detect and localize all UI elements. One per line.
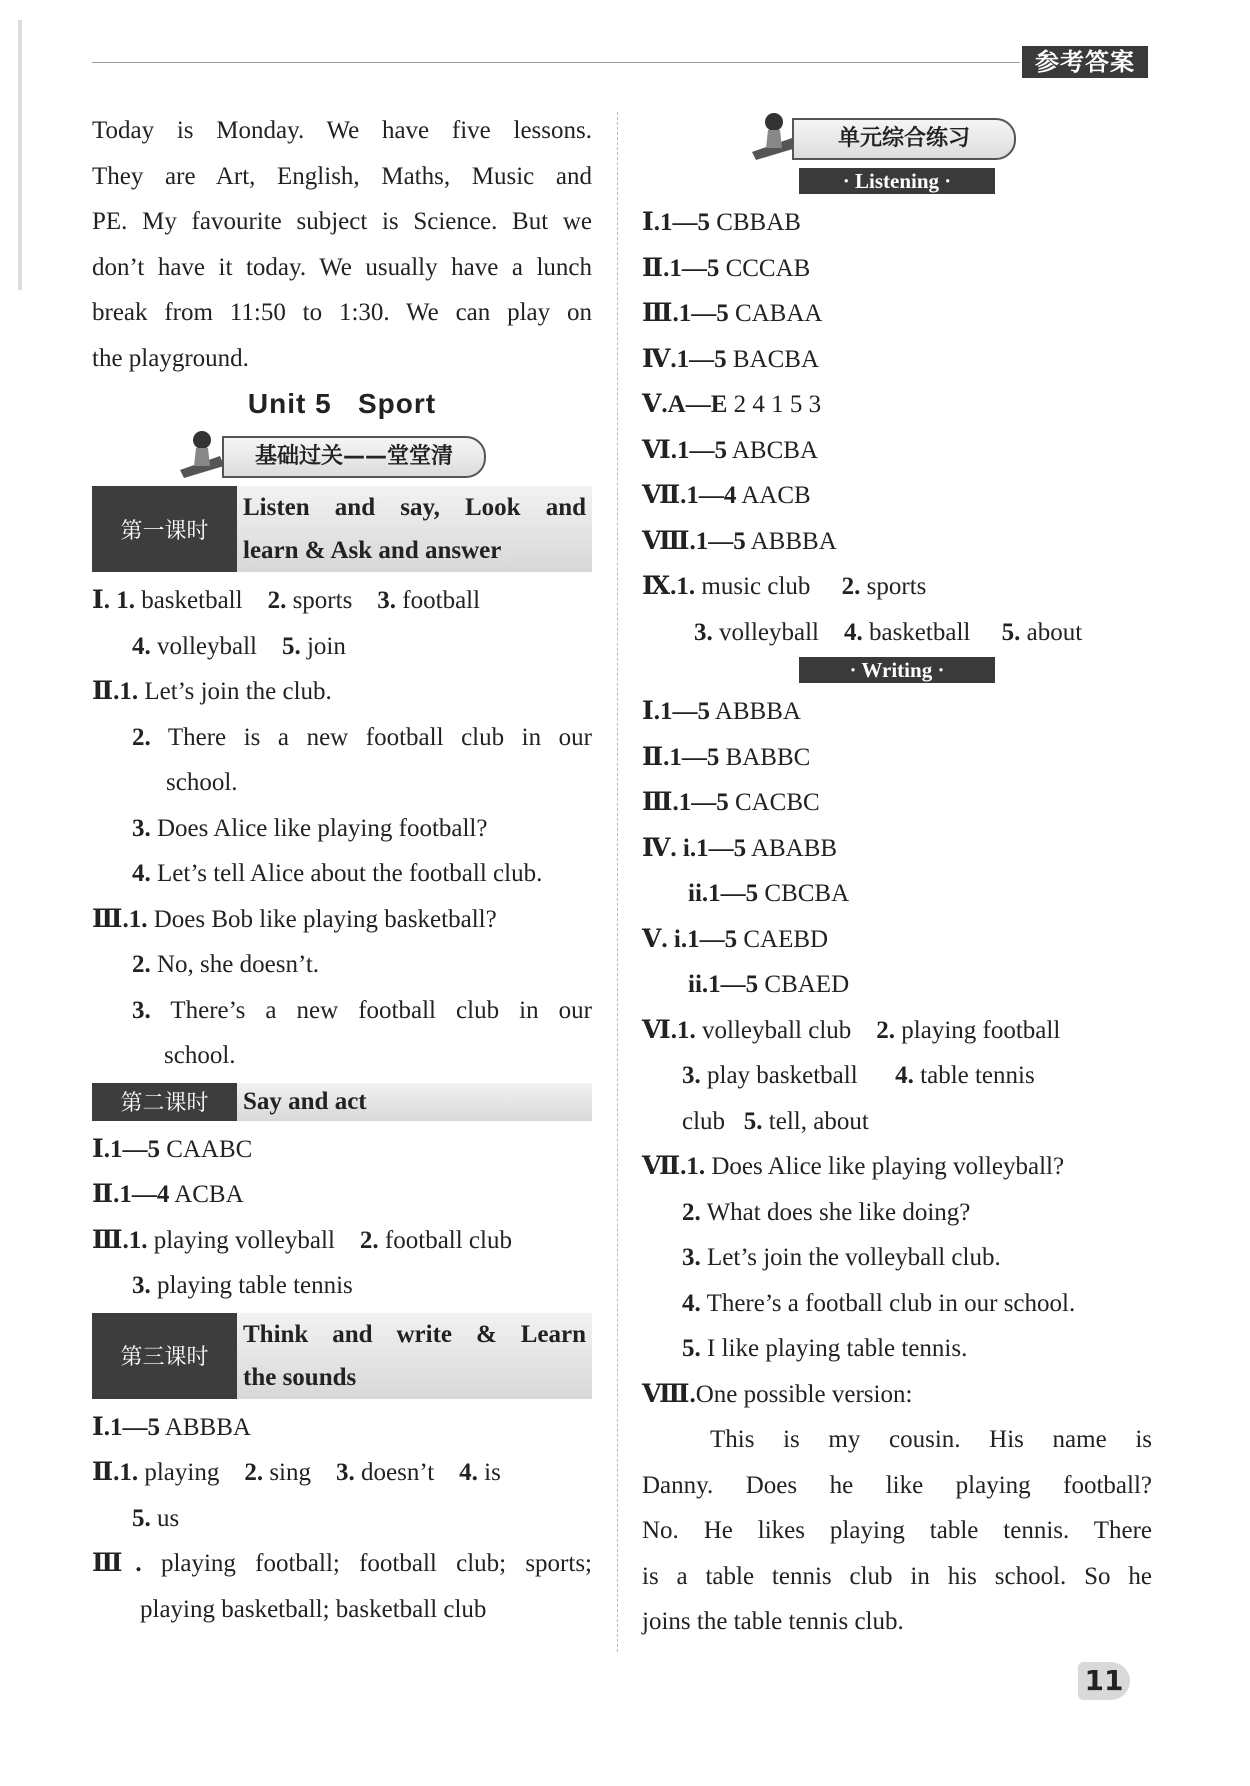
item-number: 2. xyxy=(132,951,151,978)
roman-numeral: Ⅰ. xyxy=(642,209,660,236)
answer-line xyxy=(92,1172,592,1218)
essay-line: This is my cousin. His name is xyxy=(710,1426,1152,1453)
listening-tag: · Listening · xyxy=(799,168,995,194)
answer-text: 2 4 1 5 3 xyxy=(733,391,822,418)
item-number: 1. xyxy=(128,1226,148,1254)
item-number: 1. xyxy=(686,1153,706,1180)
answer-text: ABBBA xyxy=(750,527,837,555)
answer-text: about xyxy=(1026,618,1083,646)
answer-line xyxy=(92,1405,592,1451)
answer-line xyxy=(92,806,592,852)
intro-line: Today is Monday. We have five lessons. xyxy=(92,117,592,144)
item-range: 1—5 xyxy=(696,834,747,862)
roman-numeral: Ⅲ. xyxy=(92,905,129,933)
item-range: 1—5 xyxy=(708,880,759,907)
lesson-number: 第二课时 xyxy=(92,1083,237,1121)
item-number: 1. xyxy=(116,587,135,614)
answer-line xyxy=(642,1144,1152,1190)
answer-line xyxy=(642,337,1152,383)
answer-text: playing football; football club; sports; xyxy=(160,1550,592,1577)
answer-text: Let’s tell Alice about the football club. xyxy=(157,860,543,887)
answer-text: club xyxy=(682,1107,726,1135)
answer-line xyxy=(642,1281,1152,1327)
writing-tag: · Writing · xyxy=(799,657,995,683)
lesson-title-line: Say and act xyxy=(243,1087,367,1115)
right-column xyxy=(642,104,1152,1645)
roman-numeral: Ⅰ. xyxy=(92,1135,110,1163)
essay-line: No. He likes playing table tennis. There xyxy=(642,1517,1152,1544)
item-range: 1—5 xyxy=(659,209,710,236)
answer-line xyxy=(92,988,592,1034)
item-range: 1—5 xyxy=(669,254,720,282)
intro-line: They are Art, English, Maths, Music and xyxy=(92,162,592,190)
unit-title: Unit 5 Sport xyxy=(247,388,437,419)
answer-text: ABBBA xyxy=(164,1413,251,1441)
sub-number: i. xyxy=(682,834,697,862)
answer-text: CBCBA xyxy=(764,880,850,907)
answer-text: There’s a new football club in our xyxy=(170,996,592,1024)
answer-line xyxy=(642,610,1152,656)
item-number: 3. xyxy=(694,618,713,646)
item-number: 1. xyxy=(128,905,148,933)
answer-text: sports xyxy=(292,587,353,614)
answer-text: Let’s join the club. xyxy=(144,678,332,705)
intro-line: PE. My favourite subject is Science. But we xyxy=(92,208,592,235)
item-range: 1—5 xyxy=(659,698,710,725)
roman-numeral: Ⅱ. xyxy=(92,1181,120,1208)
item-number: 4. xyxy=(132,632,151,660)
answer-text: ABCBA xyxy=(731,436,819,464)
answer-line xyxy=(642,780,1152,826)
intro-line: don’t have it today. We usually have a lunch xyxy=(92,253,592,281)
answer-line xyxy=(642,200,1152,246)
item-number: 2. xyxy=(682,1198,701,1226)
lesson-header xyxy=(92,1313,592,1399)
lesson-title-line: Listen and say, Look and xyxy=(243,494,586,521)
roman-numeral: Ⅴ. xyxy=(642,391,668,418)
item-number: 3. xyxy=(132,996,151,1024)
answer-text: ACBA xyxy=(174,1181,244,1208)
item-range: 1—5 xyxy=(695,527,746,555)
answer-text: One possible version: xyxy=(695,1380,913,1408)
roman-numeral: Ⅱ. xyxy=(642,743,670,771)
page-number: 11 xyxy=(1078,1662,1130,1700)
answer-line xyxy=(642,291,1152,337)
left-column xyxy=(92,108,592,1632)
answer-line: playing basketball; basketball club xyxy=(140,1595,487,1623)
answer-line xyxy=(92,1127,592,1173)
answer-text: CAEBD xyxy=(743,925,829,953)
lesson-title-line: Think and write & Learn xyxy=(243,1320,586,1348)
item-number: 3. xyxy=(132,814,151,842)
item-number: 3. xyxy=(682,1062,701,1089)
answer-line xyxy=(642,962,1152,1008)
answer-line xyxy=(92,624,592,670)
answer-text: playing volleyball xyxy=(153,1226,335,1254)
answer-text: playing table tennis xyxy=(157,1272,353,1299)
item-number: 5. xyxy=(132,1504,151,1532)
answer-line xyxy=(642,519,1152,565)
answer-text: play basketball xyxy=(707,1062,858,1089)
roman-numeral: Ⅶ. xyxy=(642,482,687,509)
answer-text: football club xyxy=(384,1226,512,1254)
answer-line xyxy=(92,1218,592,1264)
answer-text: BABBC xyxy=(725,743,811,771)
answer-text: music club xyxy=(701,573,811,600)
binding-edge xyxy=(18,20,22,290)
intro-paragraph xyxy=(92,108,592,381)
item-number: 2. xyxy=(132,723,151,751)
roman-numeral: Ⅸ. xyxy=(642,573,677,600)
answer-line xyxy=(92,715,592,761)
answer-line xyxy=(92,1496,592,1542)
reading-girl-icon xyxy=(160,426,230,482)
item-number: 2. xyxy=(267,587,287,614)
answer-line xyxy=(642,246,1152,292)
answer-text: ABBBA xyxy=(714,698,801,725)
item-number: 1. xyxy=(119,678,139,705)
roman-numeral: Ⅵ. xyxy=(642,436,677,464)
essay-line: joins the table tennis club. xyxy=(642,1608,904,1635)
roman-numeral: Ⅲ. xyxy=(642,300,679,327)
roman-numeral: Ⅳ. xyxy=(642,834,677,862)
answer-line xyxy=(642,1372,1152,1418)
item-number: 4. xyxy=(843,618,863,646)
item-number: 5. xyxy=(682,1335,701,1362)
answer-text: CAABC xyxy=(166,1135,253,1163)
item-range: 1—4 xyxy=(686,482,737,509)
answer-line xyxy=(642,871,1152,917)
answer-line xyxy=(642,428,1152,474)
answer-text: table tennis xyxy=(920,1062,1035,1089)
sub-number: ii. xyxy=(688,971,709,998)
lesson-number: 第三课时 xyxy=(92,1313,237,1399)
header-rule xyxy=(92,62,1020,63)
answer-text: playing football xyxy=(901,1016,1061,1044)
answer-text: sing xyxy=(269,1459,312,1486)
item-number: 3. xyxy=(377,587,397,614)
lesson-title xyxy=(237,1083,592,1121)
item-range: 1—5 xyxy=(676,345,727,373)
answer-text: CCCAB xyxy=(725,254,811,282)
essay-line: Danny. Does he like playing football? xyxy=(642,1471,1152,1499)
header-tag: 参考答案 xyxy=(1022,46,1148,78)
answer-line xyxy=(92,897,592,943)
roman-numeral: Ⅶ. xyxy=(642,1153,687,1180)
answer-text: volleyball xyxy=(157,632,257,660)
item-number: 2. xyxy=(244,1459,264,1486)
intro-line: break from 11:50 to 1:30. We can play on xyxy=(92,299,592,326)
answer-text: tell, about xyxy=(768,1107,869,1135)
writing-answers xyxy=(642,689,1152,826)
section-banner xyxy=(642,104,1152,168)
roman-numeral: Ⅱ. xyxy=(92,678,120,705)
roman-numeral: Ⅷ. xyxy=(642,527,696,555)
answer-line xyxy=(92,578,592,624)
section-banner xyxy=(92,426,592,482)
column-divider xyxy=(617,112,618,1652)
item-number: 5. xyxy=(281,632,301,660)
banner-label: 基础过关——堂堂清 xyxy=(222,436,486,478)
item-number: 1. xyxy=(119,1459,139,1486)
answer-line xyxy=(92,1450,592,1496)
answer-line xyxy=(642,1008,1152,1054)
item-number: 3. xyxy=(132,1272,151,1299)
item-range: 1—5 xyxy=(109,1413,160,1441)
item-number: 2. xyxy=(876,1016,896,1044)
item-number: 3. xyxy=(682,1244,701,1271)
answer-line xyxy=(642,689,1152,735)
item-range: 1—5 xyxy=(677,436,727,464)
answer-line xyxy=(92,1263,592,1309)
lesson-number: 第一课时 xyxy=(92,486,237,572)
item-number: 4. xyxy=(682,1289,701,1317)
answer-text: No, she doesn’t. xyxy=(157,951,320,978)
answer-line xyxy=(92,1541,592,1587)
answer-text: AACB xyxy=(741,482,811,509)
answer-text: basketball xyxy=(141,587,243,614)
item-number: 5. xyxy=(1001,618,1021,646)
item-range: A—E xyxy=(667,391,728,418)
answer-text: CABAA xyxy=(734,300,823,327)
roman-numeral: Ⅳ. xyxy=(642,345,677,373)
answer-text: There is a new football club in our xyxy=(167,723,592,751)
item-number: 4. xyxy=(459,1459,478,1486)
item-range: 1—5 xyxy=(708,971,759,998)
roman-numeral: Ⅲ. xyxy=(92,1550,142,1577)
item-number: 1. xyxy=(677,1016,696,1044)
answer-line xyxy=(92,942,592,988)
essay-line: is a table tennis club in his school. So he xyxy=(642,1562,1152,1590)
lesson-header xyxy=(92,1083,592,1121)
item-number: 1. xyxy=(676,573,696,600)
answer-line xyxy=(642,735,1152,781)
sub-number: i. xyxy=(673,925,688,953)
item-number: 4. xyxy=(895,1062,914,1089)
answer-text: join xyxy=(306,632,346,660)
answer-text: BACBA xyxy=(732,345,820,373)
banner-label: 单元综合练习 xyxy=(792,118,1016,160)
roman-numeral: Ⅱ. xyxy=(92,1459,120,1486)
roman-numeral: Ⅷ. xyxy=(642,1380,696,1408)
answer-line xyxy=(642,473,1152,519)
answer-line xyxy=(642,1099,1152,1145)
answer-text: Does Bob like playing basketball? xyxy=(153,905,497,933)
answer-line xyxy=(642,1326,1152,1372)
item-number: 3. xyxy=(336,1459,355,1486)
answer-line xyxy=(642,564,1152,610)
item-number: 4. xyxy=(132,860,151,887)
roman-numeral: Ⅰ. xyxy=(642,698,660,725)
lesson-header xyxy=(92,486,592,572)
roman-numeral: Ⅴ. xyxy=(642,925,668,953)
roman-numeral: Ⅲ. xyxy=(642,789,679,816)
listening-answers xyxy=(642,200,1152,564)
answer-text: Does Alice like playing volleyball? xyxy=(711,1153,1065,1180)
answer-line xyxy=(642,826,1152,872)
answer-text: football xyxy=(402,587,481,614)
sub-number: ii. xyxy=(688,880,709,907)
answer-line xyxy=(642,917,1152,963)
item-number: 2. xyxy=(359,1226,379,1254)
answer-text: volleyball xyxy=(719,618,819,646)
roman-numeral: Ⅰ. xyxy=(92,1413,110,1441)
answer-text: us xyxy=(157,1504,180,1532)
roman-numeral: Ⅱ. xyxy=(642,254,670,282)
roman-numeral: Ⅲ. xyxy=(92,1226,129,1254)
answer-line xyxy=(92,851,592,897)
answer-text: CACBC xyxy=(734,789,820,816)
answer-text: CBBAB xyxy=(716,209,801,236)
answer-text: sports xyxy=(866,573,927,600)
answer-text: Does Alice like playing football? xyxy=(157,814,488,842)
answer-text: volleyball club xyxy=(702,1016,852,1044)
item-range: 1—5 xyxy=(687,925,738,953)
roman-numeral: Ⅰ. xyxy=(92,587,110,614)
answer-text: is xyxy=(484,1459,501,1486)
answer-line xyxy=(642,1053,1152,1099)
intro-line: the playground. xyxy=(92,344,249,372)
item-number: 5. xyxy=(743,1107,763,1135)
answer-text: ABABB xyxy=(750,834,838,862)
answer-text: doesn’t xyxy=(361,1459,435,1486)
answer-line xyxy=(642,382,1152,428)
model-essay xyxy=(642,1417,1152,1645)
answer-line: school. xyxy=(166,769,238,796)
answer-text: basketball xyxy=(868,618,971,646)
item-range: 1—5 xyxy=(109,1135,160,1163)
answer-line xyxy=(642,1235,1152,1281)
lesson-title xyxy=(237,1313,592,1399)
roman-numeral: Ⅵ. xyxy=(642,1016,677,1044)
answer-line xyxy=(92,669,592,715)
answer-text: There’s a football club in our school. xyxy=(706,1289,1076,1317)
lesson-title xyxy=(237,486,592,572)
lesson-title-line: learn & Ask and answer xyxy=(243,537,502,564)
answer-text: Let’s join the volleyball club. xyxy=(707,1244,1001,1271)
answer-text: playing xyxy=(144,1459,220,1486)
answer-text: CBAED xyxy=(764,971,850,998)
answer-line xyxy=(642,1190,1152,1236)
item-range: 1—5 xyxy=(669,743,720,771)
item-number: 2. xyxy=(841,573,861,600)
answer-line: school. xyxy=(164,1042,236,1069)
item-range: 1—5 xyxy=(678,300,729,327)
item-range: 1—4 xyxy=(119,1181,170,1208)
lesson-title-line: the sounds xyxy=(243,1363,357,1391)
answer-text: What does she like doing? xyxy=(706,1198,971,1226)
item-range: 1—5 xyxy=(678,789,729,816)
answer-text: I like playing table tennis. xyxy=(707,1335,968,1362)
